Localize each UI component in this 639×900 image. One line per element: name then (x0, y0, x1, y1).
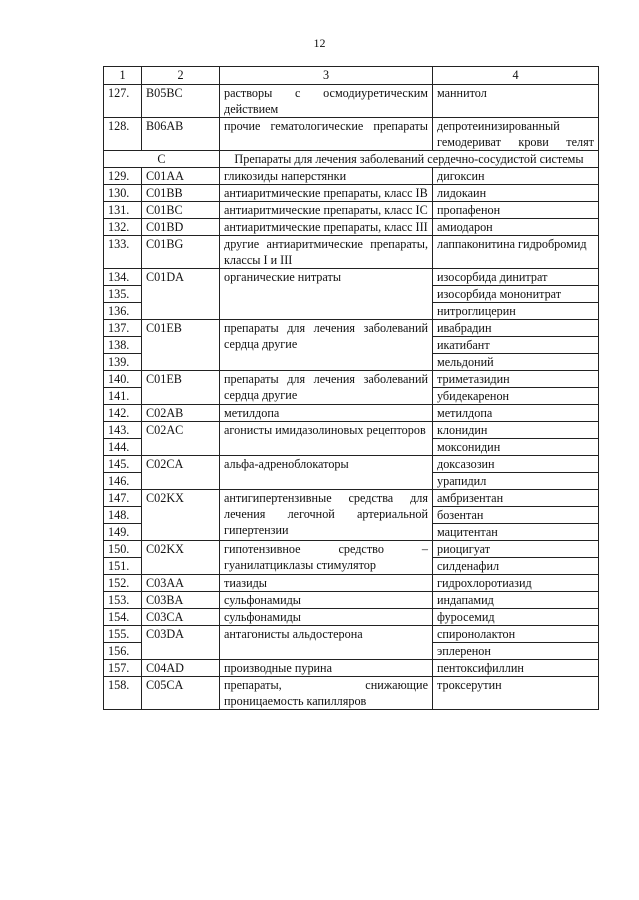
page-number: 12 (313, 36, 326, 50)
header-cell: 4 (433, 67, 599, 85)
row-number: 142. (104, 405, 142, 422)
atc-code: C02CA (142, 456, 220, 490)
row-number: 138. (104, 337, 142, 354)
group-description: сульфонамиды (220, 609, 433, 626)
drug-table (103, 66, 599, 710)
header-row (104, 67, 599, 85)
atc-code: C01BB (142, 185, 220, 202)
group-description: препараты, снижающие проницаемость капилляров (220, 677, 433, 710)
drug-name: моксонидин (433, 439, 599, 456)
drug-name: индапамид (433, 592, 599, 609)
atc-code: C01BG (142, 236, 220, 269)
group-description: антиаритмические препараты, класс IB (220, 185, 433, 202)
row-number: 147. (104, 490, 142, 507)
table-row (104, 405, 599, 422)
row-number: 130. (104, 185, 142, 202)
drug-name: амиодарон (433, 219, 599, 236)
group-description: другие антиаритмические препараты, классы I и III (220, 236, 433, 269)
row-number: 146. (104, 473, 142, 490)
atc-code: C04AD (142, 660, 220, 677)
atc-code: C02KX (142, 541, 220, 575)
row-number: 136. (104, 303, 142, 320)
drug-name: лидокаин (433, 185, 599, 202)
drug-name: доксазозин (433, 456, 599, 473)
group-description: альфа-адреноблокаторы (220, 456, 433, 490)
atc-code: C01BC (142, 202, 220, 219)
drug-name: метилдопа (433, 405, 599, 422)
row-number: 137. (104, 320, 142, 337)
group-description: препараты для лечения заболеваний сердца другие (220, 371, 433, 405)
group-description: антиаритмические препараты, класс IC (220, 202, 433, 219)
table-row (104, 168, 599, 185)
table-row (104, 541, 599, 558)
drug-name: гидрохлоротиазид (433, 575, 599, 592)
row-number: 149. (104, 524, 142, 541)
row-number: 150. (104, 541, 142, 558)
group-description: гликозиды наперстянки (220, 168, 433, 185)
drug-name: изосорбида мононитрат (433, 286, 599, 303)
row-number: 158. (104, 677, 142, 710)
table-row (104, 592, 599, 609)
table-row (104, 269, 599, 286)
atc-code: C02KX (142, 490, 220, 541)
row-number: 151. (104, 558, 142, 575)
table-row (104, 575, 599, 592)
atc-code: B05BC (142, 85, 220, 118)
table-row (104, 202, 599, 219)
row-number: 156. (104, 643, 142, 660)
drug-name: урапидил (433, 473, 599, 490)
drug-name: эплеренон (433, 643, 599, 660)
group-description: тиазиды (220, 575, 433, 592)
table-row (104, 422, 599, 439)
row-number: 145. (104, 456, 142, 473)
group-description: антигипертензивные средства для лечения легочной артериальной гипертензии (220, 490, 433, 541)
drug-name: клонидин (433, 422, 599, 439)
table-row (104, 456, 599, 473)
header-cell: 2 (142, 67, 220, 85)
drug-name: лаппаконитина гидробромид (433, 236, 599, 269)
row-number: 155. (104, 626, 142, 643)
atc-code: B06AB (142, 118, 220, 151)
atc-code: C01AA (142, 168, 220, 185)
drug-name: ивабрадин (433, 320, 599, 337)
row-number: 133. (104, 236, 142, 269)
row-number: 144. (104, 439, 142, 456)
group-description: производные пурина (220, 660, 433, 677)
row-number: 131. (104, 202, 142, 219)
group-description: метилдопа (220, 405, 433, 422)
drug-name: мацитентан (433, 524, 599, 541)
drug-name: изосорбида динитрат (433, 269, 599, 286)
row-number: 127. (104, 85, 142, 118)
drug-name: риоцигуат (433, 541, 599, 558)
row-number: 148. (104, 507, 142, 524)
row-number: 154. (104, 609, 142, 626)
drug-name: пентоксифиллин (433, 660, 599, 677)
group-description: агонисты имидазолиновых рецепторов (220, 422, 433, 456)
row-number: 134. (104, 269, 142, 286)
drug-name: икатибант (433, 337, 599, 354)
group-description: органические нитраты (220, 269, 433, 320)
drug-name: спиронолактон (433, 626, 599, 643)
row-number: 152. (104, 575, 142, 592)
atc-code: C03CA (142, 609, 220, 626)
row-number: 141. (104, 388, 142, 405)
table-row (104, 490, 599, 507)
table-row (104, 118, 599, 151)
atc-code: C02AB (142, 405, 220, 422)
atc-code: C01EB (142, 320, 220, 371)
drug-name: силденафил (433, 558, 599, 575)
group-description: препараты для лечения заболеваний сердца другие (220, 320, 433, 371)
drug-name: фуросемид (433, 609, 599, 626)
table-row (104, 236, 599, 269)
section-code: C (104, 151, 220, 168)
drug-name: нитроглицерин (433, 303, 599, 320)
header-cell: 3 (220, 67, 433, 85)
table-row (104, 320, 599, 337)
row-number: 143. (104, 422, 142, 439)
group-description: сульфонамиды (220, 592, 433, 609)
row-number: 140. (104, 371, 142, 388)
group-description: антагонисты альдостерона (220, 626, 433, 660)
drug-name: амбризентан (433, 490, 599, 507)
atc-code: C03AA (142, 575, 220, 592)
drug-name: триметазидин (433, 371, 599, 388)
section-row (104, 151, 599, 168)
atc-code: C03DA (142, 626, 220, 660)
table-row (104, 660, 599, 677)
row-number: 128. (104, 118, 142, 151)
header-cell: 1 (104, 67, 142, 85)
drug-name: убидекаренон (433, 388, 599, 405)
row-number: 139. (104, 354, 142, 371)
row-number: 129. (104, 168, 142, 185)
atc-code: C03BA (142, 592, 220, 609)
row-number: 157. (104, 660, 142, 677)
section-title: Препараты для лечения заболеваний сердечно-сосудистой системы (220, 151, 599, 168)
drug-name: пропафенон (433, 202, 599, 219)
table-row (104, 219, 599, 236)
group-description: антиаритмические препараты, класс III (220, 219, 433, 236)
drug-name: троксерутин (433, 677, 599, 710)
table-row (104, 185, 599, 202)
table-row (104, 626, 599, 643)
drug-name: дигоксин (433, 168, 599, 185)
group-description: прочие гематологические препараты (220, 118, 433, 151)
drug-name: бозентан (433, 507, 599, 524)
table-row (104, 371, 599, 388)
table-row (104, 85, 599, 118)
row-number: 153. (104, 592, 142, 609)
atc-code: C05CA (142, 677, 220, 710)
drug-name: мельдоний (433, 354, 599, 371)
drug-name: маннитол (433, 85, 599, 118)
row-number: 135. (104, 286, 142, 303)
atc-code: C01DA (142, 269, 220, 320)
atc-code: C01EB (142, 371, 220, 405)
group-description: растворы с осмодиуретическим действием (220, 85, 433, 118)
table-row (104, 609, 599, 626)
table-row (104, 677, 599, 710)
row-number: 132. (104, 219, 142, 236)
atc-code: C01BD (142, 219, 220, 236)
atc-code: C02AC (142, 422, 220, 456)
group-description: гипотензивное средство – гуанилатциклазы стимулятор (220, 541, 433, 575)
drug-name: депротеинизированный гемодериват крови телят (433, 118, 599, 151)
